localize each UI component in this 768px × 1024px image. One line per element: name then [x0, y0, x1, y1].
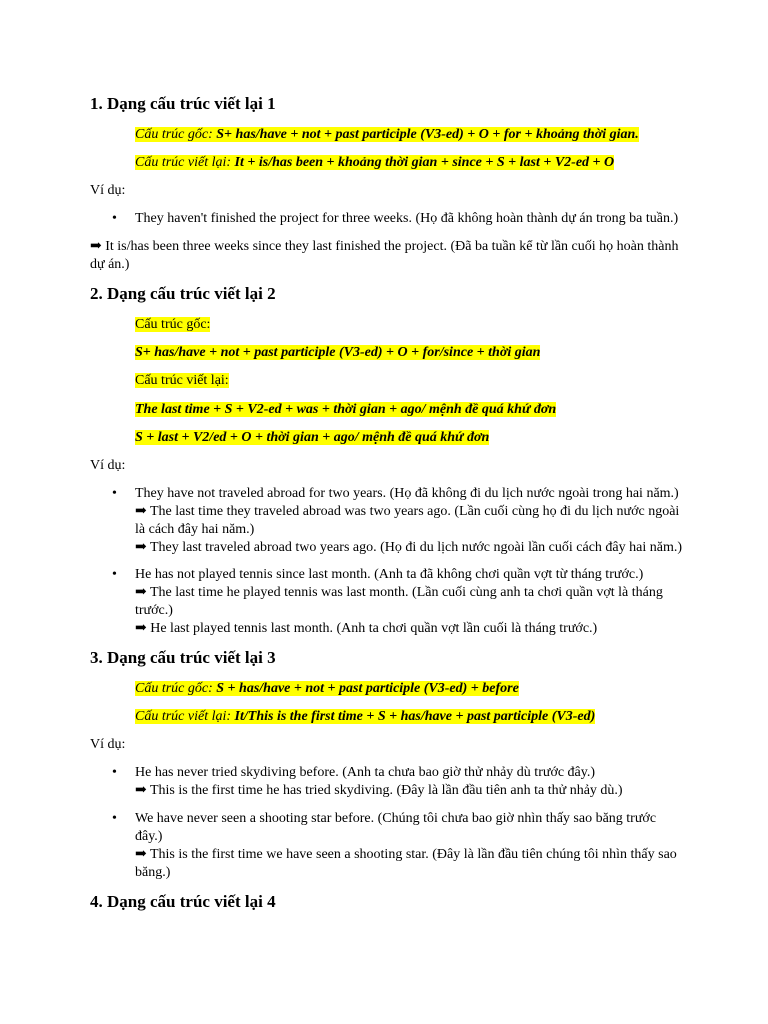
result-line: dự án.)	[90, 257, 130, 272]
structure-label: Cấu trúc viết lại:	[135, 155, 232, 170]
bullet-marker: •	[112, 811, 117, 826]
result-line: ➡ It is/has been three weeks since they last finished the project. (Đã ba tuần kể từ lần cuối họ hoàn thành	[90, 239, 679, 254]
structure-label: Cấu trúc gốc:	[135, 317, 211, 332]
structure-formula: The last time + S + V2-ed + was + thời gian + ago/ mệnh đề quá khứ đơn	[135, 402, 557, 417]
structure-formula: It + is/has been + khoảng thời gian + since + S + last + V2-ed + O	[234, 155, 615, 170]
bullet-marker: •	[112, 211, 117, 226]
bullet-marker: •	[112, 486, 117, 501]
section-1-heading: 1. Dạng cấu trúc viết lại 1	[90, 94, 276, 113]
structure-formula: S+ has/have + not + past participle (V3-ed) + O + for + khoảng thời gian.	[216, 127, 639, 142]
section-2-original-formula	[135, 344, 540, 362]
example-line: băng.)	[135, 865, 171, 880]
section-1-original-structure	[135, 126, 639, 144]
section-3-heading: 3. Dạng cấu trúc viết lại 3	[90, 648, 276, 667]
example-line: ➡ This is the first time he has tried skydiving. (Đây là lần đầu tiên anh ta thử nhảy dù.)	[135, 783, 623, 798]
example-line: đây.)	[135, 829, 163, 844]
structure-label: Cấu trúc gốc:	[135, 681, 213, 696]
example-line: We have never seen a shooting star before. (Chúng tôi chưa bao giờ nhìn thấy sao băng trước	[135, 811, 657, 826]
example-line: ➡ The last time he played tennis was last month. (Lần cuối cùng anh ta chơi quần vợt là tháng	[135, 585, 663, 600]
section-2-rewrite-formula-2	[135, 429, 489, 447]
section-2-rewrite-formula-1	[135, 401, 556, 419]
structure-label: Cấu trúc viết lại:	[135, 373, 229, 388]
section-1-rewrite-structure	[135, 154, 614, 172]
section-1-result	[90, 238, 680, 274]
example-line: ➡ They last traveled abroad two years ago. (Họ đi du lịch nước ngoài lần cuối cách đây hai năm.)	[135, 540, 683, 555]
example-item	[135, 210, 695, 228]
example-item	[135, 566, 680, 638]
example-item	[135, 485, 683, 557]
section-4-heading: 4. Dạng cấu trúc viết lại 4	[90, 892, 276, 911]
example-item	[135, 810, 680, 882]
bullet-marker: •	[112, 765, 117, 780]
example-line: They haven't finished the project for three weeks. (Họ đã không hoàn thành dự án trong ba tuần.)	[135, 211, 679, 226]
structure-label: Cấu trúc viết lại:	[135, 709, 232, 724]
structure-formula: S + last + V2/ed + O + thời gian + ago/ mệnh đề quá khứ đơn	[135, 430, 490, 445]
example-line: They have not traveled abroad for two years. (Họ đã không đi du lịch nước ngoài trong hai năm.)	[135, 486, 679, 501]
structure-formula: It/This is the first time + S + has/have + past participle (V3-ed)	[234, 709, 596, 724]
bullet-marker: •	[112, 567, 117, 582]
section-2-rewrite-label	[135, 372, 229, 390]
section-3-rewrite-structure	[135, 708, 595, 726]
example-label: Ví dụ:	[90, 458, 126, 473]
structure-formula: S + has/have + not + past participle (V3-ed) + before	[216, 681, 519, 696]
section-2-original-label	[135, 316, 210, 334]
structure-label: Cấu trúc gốc:	[135, 127, 213, 142]
section-3-original-structure	[135, 680, 519, 698]
example-line: He has not played tennis since last month. (Anh ta đã không chơi quần vợt từ tháng trước.)	[135, 567, 644, 582]
example-line: ➡ The last time they traveled abroad was two years ago. (Lần cuối cùng họ đi du lịch nước ngoài	[135, 504, 680, 519]
example-line: là cách đây hai năm.)	[135, 522, 255, 537]
example-label: Ví dụ:	[90, 183, 126, 198]
example-line: He has never tried skydiving before. (Anh ta chưa bao giờ thử nhảy dù trước đây.)	[135, 765, 596, 780]
example-line: ➡ He last played tennis last month. (Anh ta chơi quần vợt lần cuối là tháng trước.)	[135, 621, 598, 636]
example-item	[135, 764, 680, 800]
section-2-heading: 2. Dạng cấu trúc viết lại 2	[90, 284, 276, 303]
example-label: Ví dụ:	[90, 737, 126, 752]
example-line: ➡ This is the first time we have seen a shooting star. (Đây là lần đầu tiên chúng tôi nhìn thấy sao	[135, 847, 677, 862]
example-line: trước.)	[135, 603, 173, 618]
structure-formula: S+ has/have + not + past participle (V3-ed) + O + for/since + thời gian	[135, 345, 541, 360]
